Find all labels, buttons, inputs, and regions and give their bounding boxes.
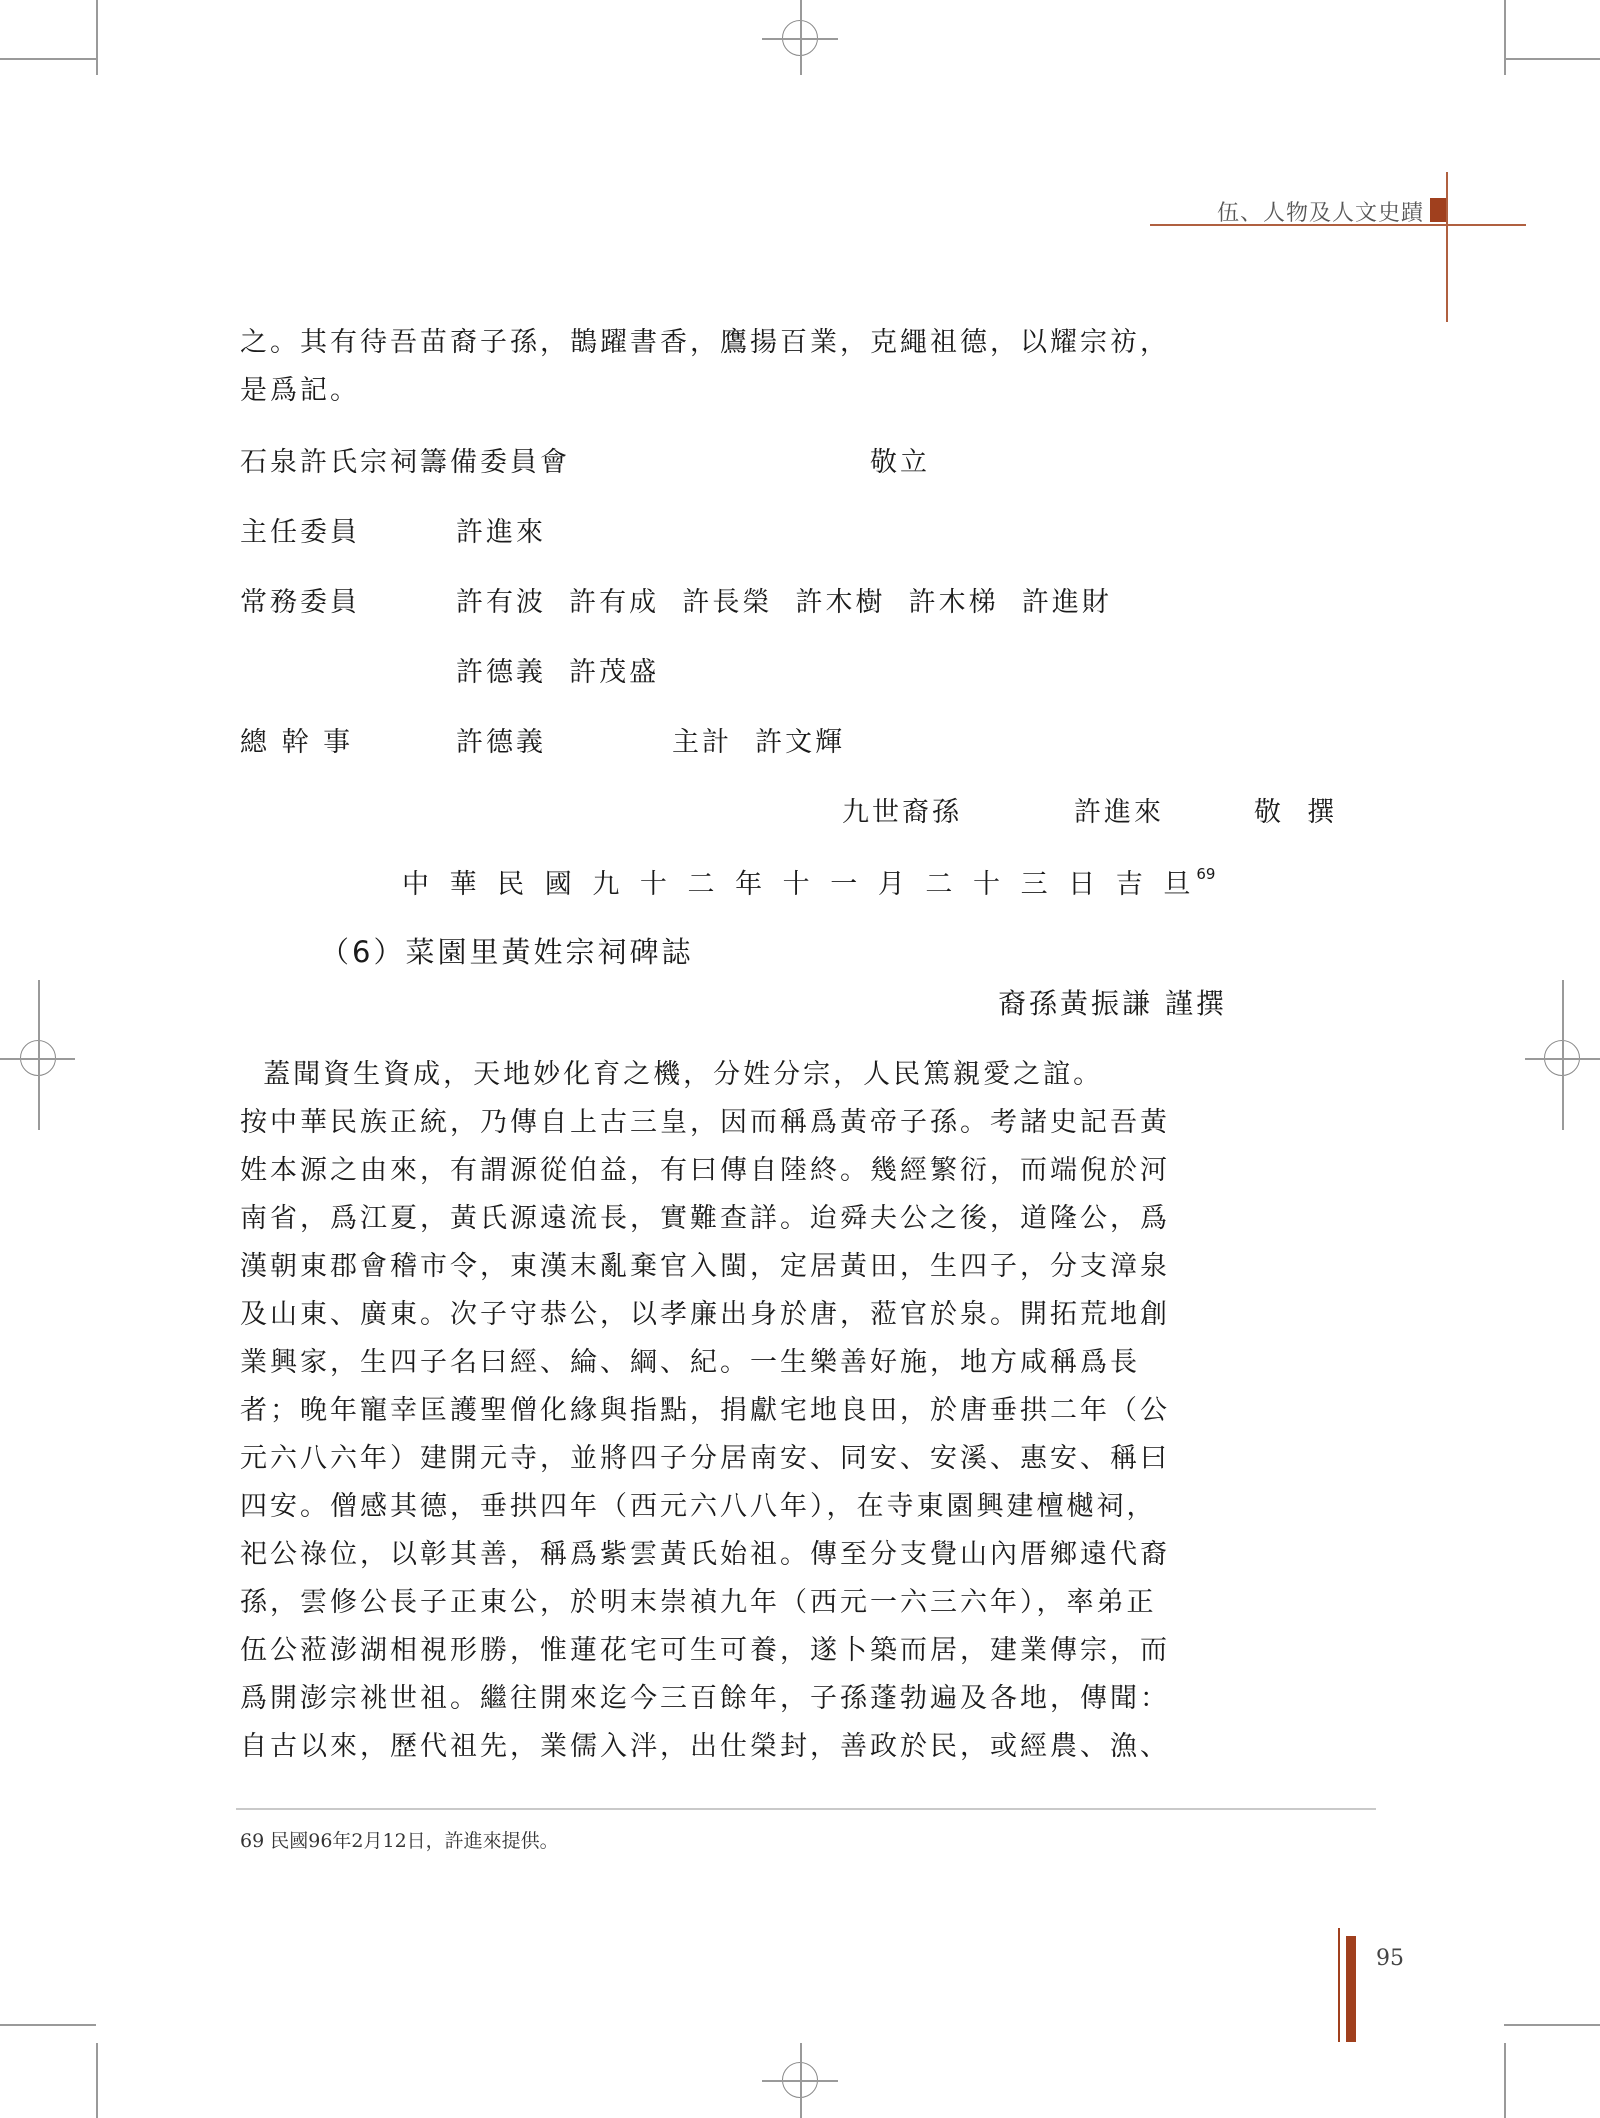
- paragraph-line-1: 蓋聞資生資成，天地妙化育之機，分姓分宗，人民篤親愛之誼。: [240, 1059, 1104, 1090]
- intro-line-1: 之。其有待吾苗裔子孫，鵲躍書香，鷹揚百業，克繩祖德，以耀宗祊，: [240, 327, 1170, 358]
- paragraph-line-12: 孫，雲修公長子正東公，於明末崇禎九年（西元一六三六年），率弟正: [240, 1587, 1157, 1618]
- footnote-rule: [236, 1808, 1376, 1810]
- page-number-thick-bar: [1346, 1936, 1356, 2042]
- paragraph-line-9: 元六八六年）建開元寺，並將四子分居南安、同安、安溪、惠安、稱曰: [240, 1443, 1170, 1474]
- crop-mark-bottom-left-v: [96, 2043, 98, 2118]
- committee-org-suffix: 敬立: [870, 447, 930, 478]
- registration-mark-right-v: [1562, 980, 1564, 1130]
- committee-org: 石泉許氏宗祠籌備委員會: [240, 447, 570, 478]
- paragraph-line-5: 漢朝東郡會稽市令，東漢末亂棄官入閩，定居黃田，生四子，分支漳泉: [240, 1251, 1170, 1282]
- paragraph-line-15: 自古以來，歷代祖先，業儒入泮，出仕榮封，善政於民，或經農、漁、: [240, 1731, 1170, 1762]
- page-number-thin-bar: [1338, 1928, 1340, 2042]
- secretary-name: 許德義: [456, 727, 546, 758]
- header-vertical-rule: [1446, 172, 1448, 322]
- header-accent-block: [1430, 198, 1446, 222]
- standing-names-1: 許有波 許有成 許長榮 許木樹 許木梯 許進財: [456, 587, 1112, 618]
- date-line: [402, 862, 1215, 901]
- paragraph-line-7: 業興家，生四子名曰經、綸、綱、紀。一生樂善好施，地方咸稱爲長: [240, 1347, 1140, 1378]
- chair-name: 許進來: [456, 517, 546, 548]
- paragraph-line-14: 爲開澎宗祧世祖。繼往開來迄今三百餘年，子孫蓬勃遍及各地，傳聞：: [240, 1683, 1170, 1714]
- paragraph-line-2: 按中華民族正統，乃傳自上古三皇，因而稱爲黃帝子孫。考諸史記吾黃: [240, 1107, 1170, 1138]
- running-header: 伍、人物及人文史蹟: [1216, 201, 1424, 226]
- signature-name: 許進來: [1074, 797, 1164, 828]
- signature-generation: 九世裔孫: [842, 797, 962, 828]
- paragraph-line-13: 伍公蒞澎湖相視形勝，惟蓮花宅可生可養，遂卜築而居，建業傳宗，而: [240, 1635, 1170, 1666]
- standing-label: 常務委員: [240, 587, 360, 618]
- paragraph-line-11: 祀公祿位，以彰其善，稱爲紫雲黃氏始祖。傳至分支覺山內厝鄉遠代裔: [240, 1539, 1170, 1570]
- subsection-title: （6）菜園里黃姓宗祠碑誌: [320, 935, 694, 969]
- paragraph-line-4: 南省，爲江夏，黃氏源遠流長，實難查詳。迨舜夫公之後，道隆公，爲: [240, 1203, 1170, 1234]
- registration-mark-top-h: [762, 38, 838, 40]
- crop-mark-top-right-v: [1504, 0, 1506, 75]
- footnote-ref: 69: [1196, 865, 1216, 883]
- author-line: 裔孫黃振謙 謹撰: [998, 987, 1227, 1020]
- accountant: 主計 許文輝: [672, 727, 846, 758]
- chair-label: 主任委員: [240, 517, 360, 548]
- paragraph-line-8: 者；晚年寵幸匡護聖僧化緣與指點，捐獻宅地良田，於唐垂拱二年（公: [240, 1395, 1170, 1426]
- crop-mark-top-left-v: [96, 0, 98, 75]
- paragraph-line-3: 姓本源之由來，有謂源從伯益，有曰傳自陸終。幾經繁衍，而端倪於河: [240, 1155, 1170, 1186]
- page-number: 95: [1376, 1946, 1404, 1971]
- crop-mark-top-left-h: [0, 58, 96, 60]
- registration-mark-bottom-h: [762, 2080, 838, 2082]
- paragraph-line-10: 四安。僧感其德，垂拱四年（西元六八八年），在寺東園興建檀樾祠，: [240, 1491, 1157, 1522]
- footnote-number: 69: [240, 1830, 265, 1852]
- crop-mark-bottom-right-h: [1504, 2024, 1600, 2026]
- registration-mark-left-v: [38, 980, 40, 1130]
- crop-mark-bottom-left-h: [0, 2024, 96, 2026]
- crop-mark-top-right-h: [1504, 58, 1600, 60]
- secretary-label: 總 幹 事: [240, 727, 354, 758]
- crop-mark-bottom-right-v: [1504, 2043, 1506, 2118]
- standing-names-2: 許德義 許茂盛: [456, 657, 660, 688]
- date-text: 中 華 民 國 九 十 二 年 十 一 月 二 十 三 日 吉 旦: [402, 869, 1197, 900]
- footnote: [240, 1826, 559, 1853]
- signature-verb: 敬 撰: [1254, 797, 1338, 828]
- footnote-text: 民國96年2月12日，許進來提供。: [270, 1830, 559, 1852]
- intro-line-2: 是爲記。: [240, 375, 360, 406]
- paragraph-line-6: 及山東、廣東。次子守恭公，以孝廉出身於唐，蒞官於泉。開拓荒地創: [240, 1299, 1170, 1330]
